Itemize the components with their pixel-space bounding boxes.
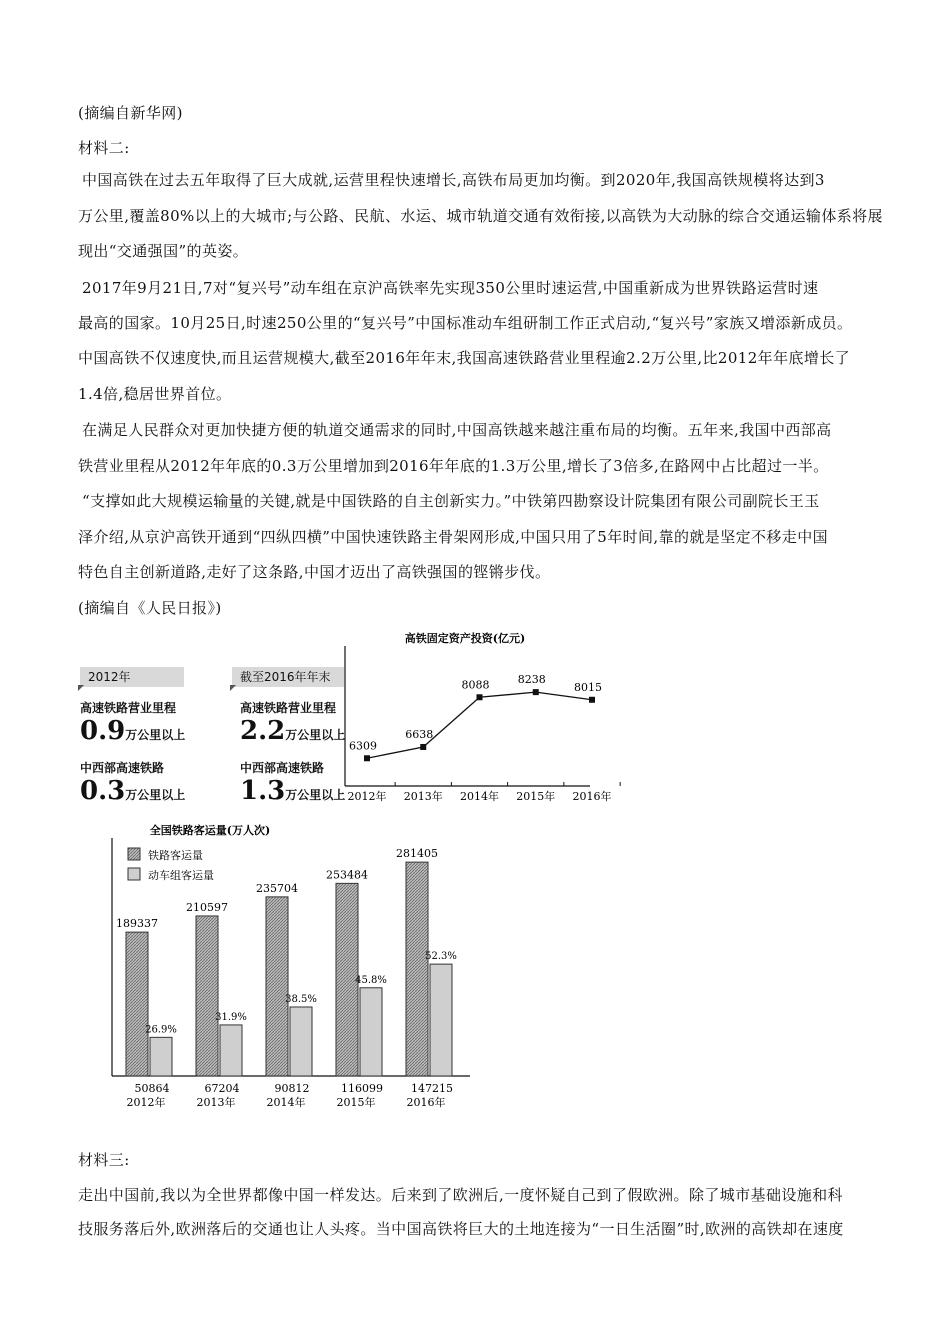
x-tick-label: 2012年 bbox=[347, 790, 387, 803]
bar-emu-value: 116099 bbox=[341, 1082, 383, 1095]
legend-label: 铁路客运量 bbox=[148, 849, 203, 862]
bar-emu bbox=[290, 1007, 312, 1076]
bar-emu-value: 67204 bbox=[204, 1082, 240, 1095]
midwest-label-2012: 中西部高速铁路 bbox=[80, 761, 165, 775]
data-point bbox=[364, 755, 370, 761]
share-label: 45.8% bbox=[355, 974, 387, 986]
bar-total-label: 210597 bbox=[186, 900, 228, 914]
share-label: 52.3% bbox=[425, 951, 457, 963]
text-line: 万公里,覆盖80%以上的大城市;与公路、民航、水运、城市轨道交通有效衔接,以高铁为大动脉的综合交通运输体系将展 bbox=[78, 207, 883, 225]
chart-title: 全国铁路客运量(万人次) bbox=[149, 824, 271, 837]
chart-title: 高铁固定资产投资(亿元) bbox=[404, 632, 526, 645]
bar-total-label: 189337 bbox=[116, 917, 158, 931]
text-line: 材料二: bbox=[78, 139, 130, 157]
bar-total-label: 253484 bbox=[326, 868, 368, 882]
hsr-mileage-value-2016: 2.2万公里以上 bbox=[240, 716, 346, 746]
bar-total bbox=[196, 916, 218, 1076]
hsr-mileage-value-2012: 0.9万公里以上 bbox=[80, 716, 186, 746]
text-line: 最高的国家。10月25日,时速250公里的“复兴号”中国标准动车组研制工作正式启动,“复兴号”家族又增添新成员。 bbox=[78, 314, 853, 332]
bar-emu-value: 147215 bbox=[411, 1082, 453, 1095]
data-label: 6638 bbox=[405, 727, 434, 741]
text-line: 中国高铁在过去五年取得了巨大成就,运营里程快速增长,高铁布局更加均衡。到2020年,我国高铁规模将达到3 bbox=[82, 171, 825, 189]
bar-emu bbox=[150, 1037, 172, 1076]
data-point bbox=[477, 694, 483, 700]
text-line: (摘编自《人民日报》) bbox=[78, 599, 222, 617]
bar-emu bbox=[430, 964, 452, 1076]
share-label: 38.5% bbox=[285, 993, 317, 1005]
hsr-mileage-label-2016: 高速铁路营业里程 bbox=[240, 701, 337, 715]
midwest-value-2016: 1.3万公里以上 bbox=[240, 776, 346, 806]
x-tick-label: 2016年 bbox=[406, 1096, 446, 1109]
text-line: “支撑如此大规模运输量的关键,就是中国铁路的自主创新实力。”中铁第四勘察设计院集团有限公司副院长王玉 bbox=[82, 492, 820, 510]
data-point bbox=[533, 689, 539, 695]
bar-total bbox=[126, 932, 148, 1076]
text-line: 泽介绍,从京沪高铁开通到“四纵四横”中国快速铁路主骨架网形成,中国只用了5年时间,靠的就是坚定不移走中国 bbox=[78, 528, 828, 546]
data-point bbox=[420, 744, 426, 750]
x-tick-label: 2013年 bbox=[196, 1096, 236, 1109]
text-line: 现出“交通强国”的英姿。 bbox=[78, 242, 249, 260]
text-line: 走出中国前,我以为全世界都像中国一样发达。后来到了欧洲后,一度怀疑自己到了假欧洲。除了城市基础设施和科 bbox=[78, 1186, 843, 1204]
tag-2012: 2012年 bbox=[80, 667, 184, 687]
x-tick-label: 2012年 bbox=[126, 1096, 166, 1109]
x-tick-label: 2013年 bbox=[403, 790, 443, 803]
text-line: 1.4倍,稳居世界首位。 bbox=[78, 385, 232, 403]
tag-2016: 截至2016年年末 bbox=[232, 667, 344, 687]
x-tick-label: 2016年 bbox=[572, 790, 612, 803]
data-label: 6309 bbox=[349, 739, 377, 753]
share-label: 31.9% bbox=[215, 1011, 247, 1023]
legend-swatch bbox=[128, 868, 140, 880]
bar-total bbox=[266, 897, 288, 1076]
bar-emu-value: 50864 bbox=[134, 1082, 170, 1095]
text-line: 2017年9月21日,7对“复兴号”动车组在京沪高铁率先实现350公里时速运营,中国重新成为世界铁路运营时速 bbox=[82, 279, 819, 297]
bar-emu bbox=[360, 988, 382, 1076]
investment-line-chart bbox=[330, 626, 612, 806]
x-tick-label: 2015年 bbox=[516, 790, 556, 803]
text-line: (摘编自新华网) bbox=[78, 104, 183, 122]
x-tick-label: 2014年 bbox=[460, 790, 499, 803]
legend-label: 动车组客运量 bbox=[148, 869, 214, 882]
text-line: 铁营业里程从2012年年底的0.3万公里增加到2016年年底的1.3万公里,增长了3倍多,在路网中占比超过一半。 bbox=[78, 457, 829, 475]
text-line: 中国高铁不仅速度快,而且运营规模大,截至2016年年末,我国高速铁路营业里程逾2.2万公里,比2012年年底增长了 bbox=[78, 349, 851, 367]
x-tick-label: 2015年 bbox=[336, 1096, 376, 1109]
text-line: 在满足人民群众对更加快捷方便的轨道交通需求的同时,中国高铁越来越注重布局的均衡。五年来,我国中西部高 bbox=[82, 421, 832, 439]
midwest-label-2016: 中西部高速铁路 bbox=[240, 761, 325, 775]
bar-total-label: 281405 bbox=[396, 847, 438, 861]
bar-emu-value: 90812 bbox=[274, 1082, 310, 1095]
text-line: 材料三: bbox=[78, 1151, 130, 1169]
data-label: 8238 bbox=[517, 673, 546, 687]
bar-total-label: 235704 bbox=[256, 881, 298, 895]
text-line: 特色自主创新道路,走好了这条路,中国才迈出了高铁强国的铿锵步伐。 bbox=[78, 563, 551, 581]
bar-emu bbox=[220, 1025, 242, 1076]
hsr-mileage-label-2012: 高速铁路营业里程 bbox=[80, 701, 177, 715]
data-point bbox=[589, 697, 595, 703]
x-tick-label: 2014年 bbox=[266, 1096, 306, 1109]
bar-total bbox=[406, 862, 428, 1076]
legend-swatch bbox=[128, 848, 140, 860]
series-line bbox=[367, 692, 592, 758]
text-line: 技服务落后外,欧洲落后的交通也让人头疼。当中国高铁将巨大的土地连接为“一日生活圈”时,欧洲的高铁却在速度 bbox=[78, 1220, 844, 1238]
data-label: 8015 bbox=[574, 680, 602, 694]
passenger-bar-chart bbox=[100, 818, 480, 1118]
data-label: 8088 bbox=[461, 678, 490, 692]
midwest-value-2012: 0.3万公里以上 bbox=[80, 776, 186, 806]
share-label: 26.9% bbox=[145, 1024, 177, 1036]
